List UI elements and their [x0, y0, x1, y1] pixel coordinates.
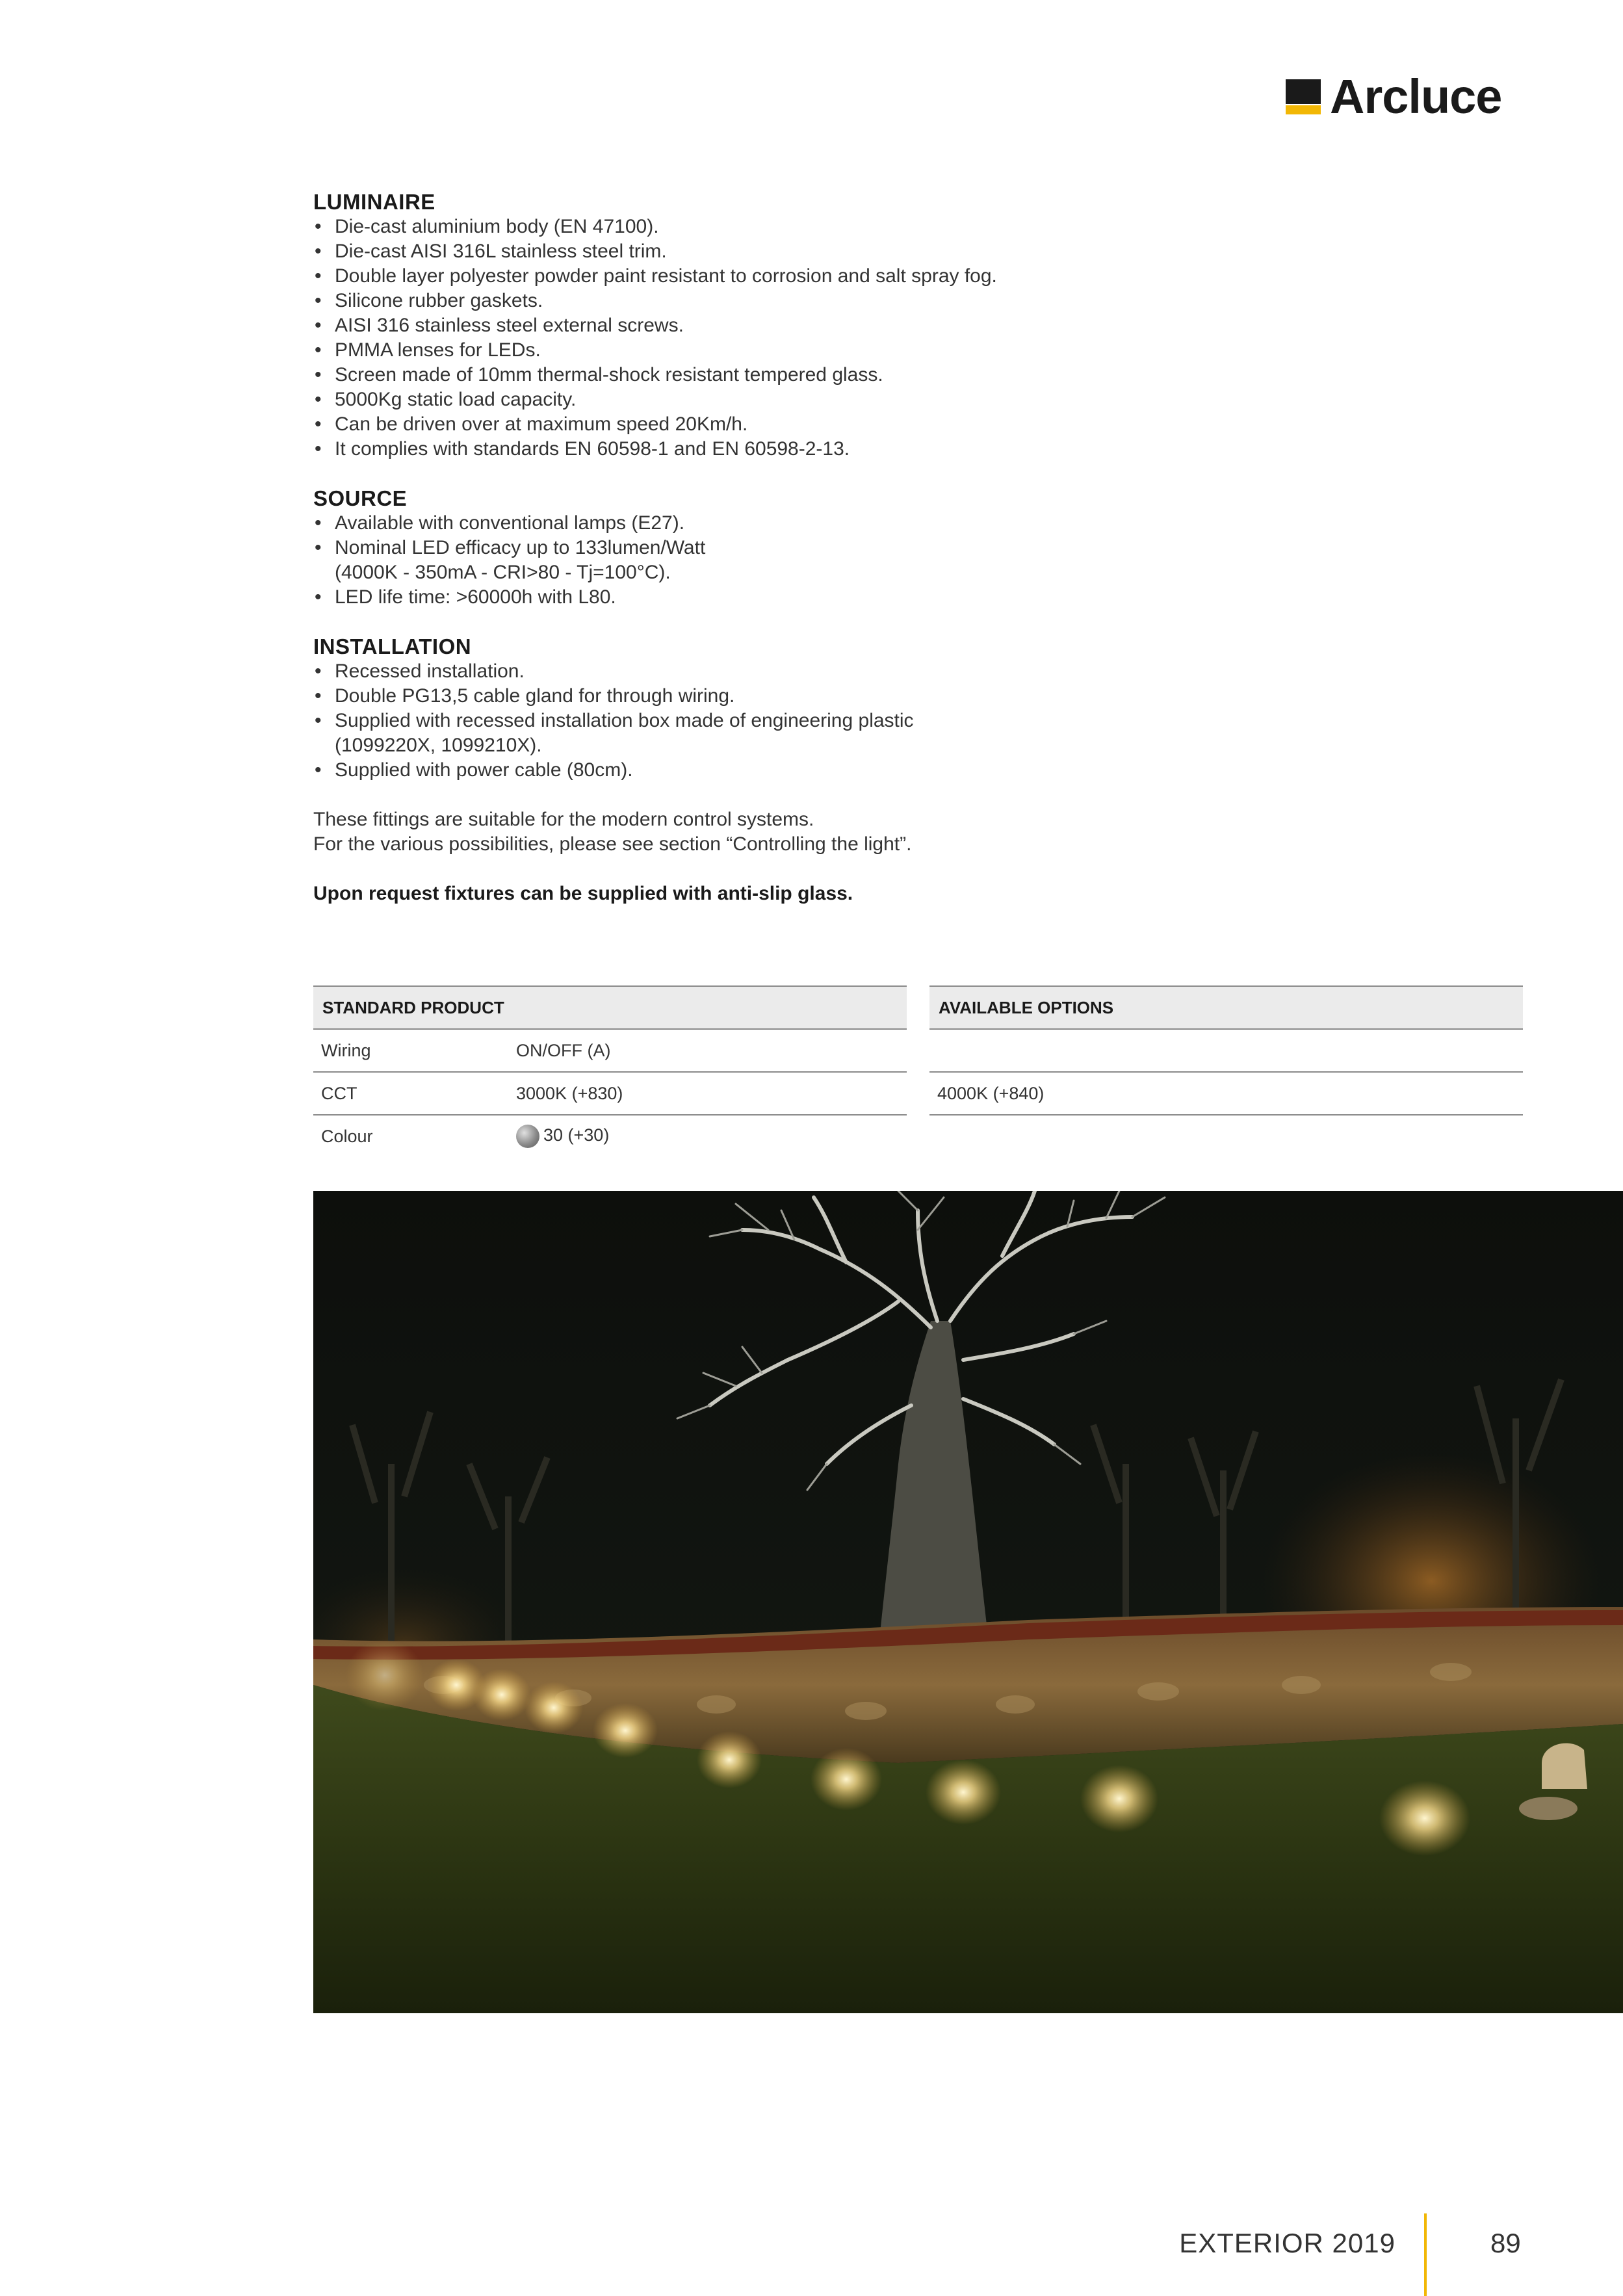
- row-value-wrap: [516, 1125, 609, 1148]
- list-item-continuation: (1099220X, 1099210X).: [335, 735, 542, 756]
- table-row: [313, 1115, 907, 1157]
- list-item-text: Supplied with recessed installation box made of engineering plastic: [335, 710, 914, 731]
- logo-mark-icon: [1286, 79, 1321, 114]
- row-value: 30 (+30): [543, 1125, 610, 1145]
- row-label: CCT: [321, 1083, 357, 1103]
- list-item: [313, 511, 1223, 536]
- list-item: • Die-cast AISI 316L stainless steel trim.: [313, 239, 1223, 264]
- list-item-text: LED life time: >60000h with L80.: [335, 586, 616, 608]
- list-item: [313, 585, 1223, 610]
- table-row: [313, 1030, 907, 1073]
- list-item: • 5000Kg static load capacity.: [313, 387, 1223, 412]
- list-item: • Silicone rubber gaskets.: [313, 289, 1223, 313]
- footer-section-name: EXTERIOR 2019: [1179, 2228, 1396, 2258]
- list-item: [313, 684, 1223, 709]
- table-header: STANDARD PRODUCT: [313, 985, 907, 1030]
- note-line: These fittings are suitable for the modern control systems.: [313, 809, 814, 830]
- list-item: [313, 709, 1223, 758]
- list-item-text: Recessed installation.: [335, 660, 525, 682]
- page-number: 89: [1490, 2228, 1521, 2258]
- table-row: [313, 1073, 907, 1115]
- brand-logo: [1286, 70, 1502, 124]
- list-item: • AISI 316 stainless steel external screws.: [313, 313, 1223, 338]
- section-source: [313, 486, 1223, 610]
- row-label: Colour: [321, 1126, 373, 1146]
- list-item-continuation: (4000K - 350mA - CRI>80 - Tj=100°C).: [335, 562, 671, 583]
- list-item: • PMMA lenses for LEDs.: [313, 338, 1223, 363]
- colour-swatch-icon: [516, 1125, 539, 1148]
- section-title: LUMINAIRE: [313, 190, 435, 214]
- row-value: 4000K (+840): [937, 1083, 1045, 1103]
- row-label: Wiring: [321, 1040, 371, 1060]
- section-title: SOURCE: [313, 486, 408, 510]
- list-item: • Die-cast aluminium body (EN 47100).: [313, 215, 1223, 239]
- list-item: [313, 659, 1223, 684]
- table-header: AVAILABLE OPTIONS: [929, 985, 1523, 1030]
- list-item: • Double layer polyester powder paint resistant to corrosion and salt spray fog.: [313, 264, 1223, 289]
- available-options-table: [929, 985, 1523, 1115]
- row-value: ON/OFF (A): [516, 1040, 611, 1060]
- list-item-text: Available with conventional lamps (E27).: [335, 512, 685, 534]
- list-item-text: Nominal LED efficacy up to 133lumen/Watt: [335, 537, 706, 558]
- table-row: [929, 1073, 1523, 1115]
- list-item: [313, 758, 1223, 783]
- night-garden-photo: [313, 1191, 1623, 2013]
- footer-divider: [1424, 2213, 1427, 2296]
- standard-product-table: [313, 985, 907, 1157]
- note-bold: Upon request fixtures can be supplied with anti-slip glass.: [313, 883, 853, 904]
- list-item: [313, 536, 1223, 585]
- row-value: 3000K (+830): [516, 1083, 623, 1103]
- list-item-text: Double PG13,5 cable gland for through wiring.: [335, 685, 735, 707]
- section-title: INSTALLATION: [313, 634, 472, 659]
- brand-name: Arcluce: [1330, 70, 1502, 124]
- section-luminaire: [313, 190, 1223, 462]
- list-item: • It complies with standards EN 60598-1 and EN 60598-2-13.: [313, 437, 1223, 462]
- list-item: • Can be driven over at maximum speed 20Km/h.: [313, 412, 1223, 437]
- list-item: • Screen made of 10mm thermal-shock resistant tempered glass.: [313, 363, 1223, 387]
- spec-text: [313, 190, 1223, 926]
- section-installation: [313, 634, 1223, 783]
- table-row: [929, 1030, 1523, 1073]
- list-item-text: Supplied with power cable (80cm).: [335, 759, 633, 781]
- note-line: For the various possibilities, please see section “Controlling the light”.: [313, 833, 912, 855]
- page-footer: [0, 2213, 1623, 2296]
